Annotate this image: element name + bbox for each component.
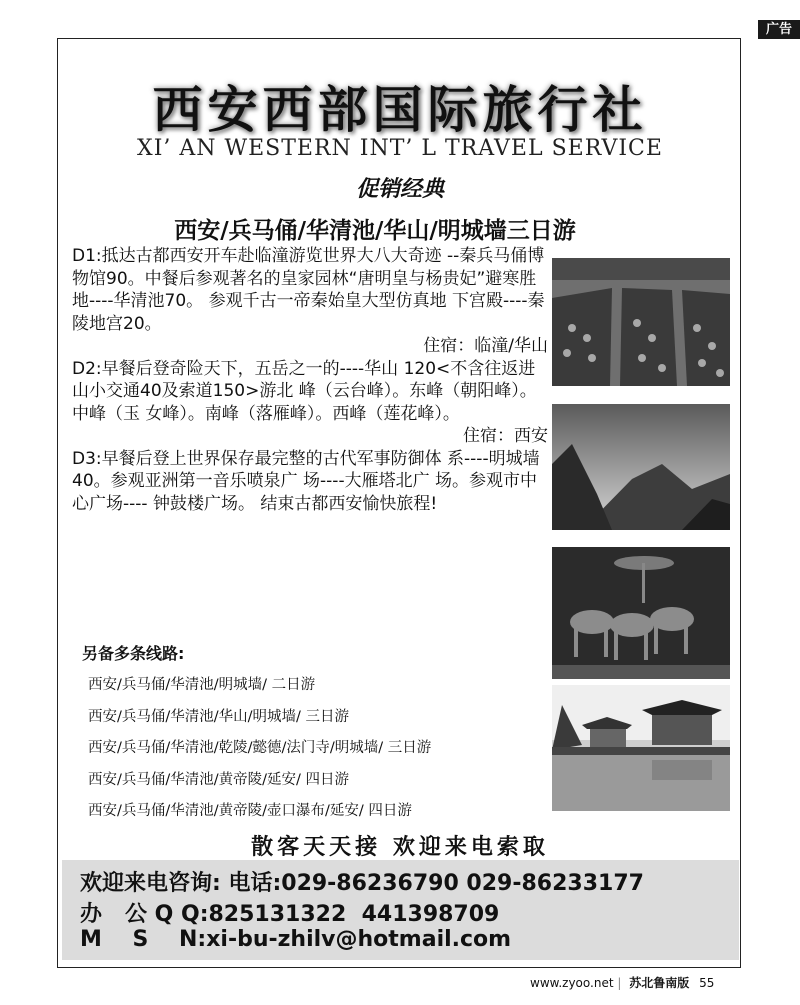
list-item: 西安/兵马俑/华清池/明城墙/ 二日游: [88, 677, 316, 693]
qq-line: 办 公 Q Q:825131322 441398709: [80, 902, 500, 927]
welcome-banner: 散客天天接 欢迎来电索取: [251, 835, 549, 860]
promo-slogan: 促销经典: [355, 176, 444, 202]
contact-box: [62, 860, 739, 960]
itinerary: [72, 245, 550, 515]
phone-line: 欢迎来电咨询: 电话:029-86236790 029-86233177: [80, 871, 644, 896]
alt-routes-title: 另备多条线路:: [82, 644, 185, 663]
footer-separator: |: [617, 976, 622, 990]
alt-routes-list: [88, 675, 431, 833]
list-item: 西安/兵马俑/华清池/黄帝陵/壶口瀑布/延安/ 四日游: [88, 803, 412, 819]
day-lodging: 住宿：临潼/华山: [423, 336, 548, 356]
huashan-mountain-photo: [552, 404, 730, 530]
agency-title-en: XI’ AN WESTERN INT’ L TRAVEL SERVICE: [137, 136, 663, 161]
photo-column: [552, 248, 732, 813]
msn-line: M S N:xi-bu-zhilv@hotmail.com: [80, 927, 512, 952]
day-lodging: 住宿：西安: [463, 426, 548, 446]
agency-title-cn: 西安西部国际旅行社: [152, 81, 648, 139]
itinerary-day: [72, 448, 550, 516]
list-item: 西安/兵马俑/华清池/黄帝陵/延安/ 四日游: [88, 771, 350, 788]
itinerary-day: [72, 358, 550, 448]
terracotta-army-photo: [552, 258, 730, 386]
bronze-chariot-photo: [552, 547, 730, 679]
day-description: D1:抵达古都西安开车赴临潼游览世界大八大奇迹 --秦兵马俑博物馆90。中餐后参观著名的皇家园林“唐明皇与杨贵妃”避寒胜地----华清池70。 参观千古一帝秦始皇大型仿真地 下宫殿----秦陵地宫20。: [72, 246, 545, 334]
day-description: D3:早餐后登上世界保存最完整的古代军事防御体 系----明城墙40。参观亚洲第一音乐喷泉广 场----大雁塔北广 场。参观市中心广场---- 钟鼓楼广场。 结束古都西安愉快旅程!: [72, 448, 540, 514]
day-description: D2:早餐后登奇险天下，五岳之一的----华山 120<不含往返进山小交通40及索道150>游北 峰（云台峰）。东峰（朝阳峰）。中峰（玉 女峰）。南峰（落雁峰）。西峰（莲花峰）。: [72, 358, 537, 424]
itinerary-day: [72, 245, 550, 358]
list-item: 西安/兵马俑/华清池/华山/明城墙/ 三日游: [88, 708, 350, 725]
page-number: 55: [699, 976, 715, 990]
pavilion-lake-photo: [552, 685, 730, 811]
ad-tag: 广告: [758, 20, 800, 39]
list-item: 西安/兵马俑/华清池/乾陵/懿德/法门寺/明城墙/ 三日游: [88, 740, 432, 756]
footer-publication: 苏北鲁南版: [629, 976, 690, 990]
footer-url[interactable]: www.zyoo.net: [530, 976, 614, 990]
tour-headline: 西安/兵马俑/华清池/华山/明城墙三日游: [174, 218, 576, 244]
page-footer: [530, 974, 714, 991]
